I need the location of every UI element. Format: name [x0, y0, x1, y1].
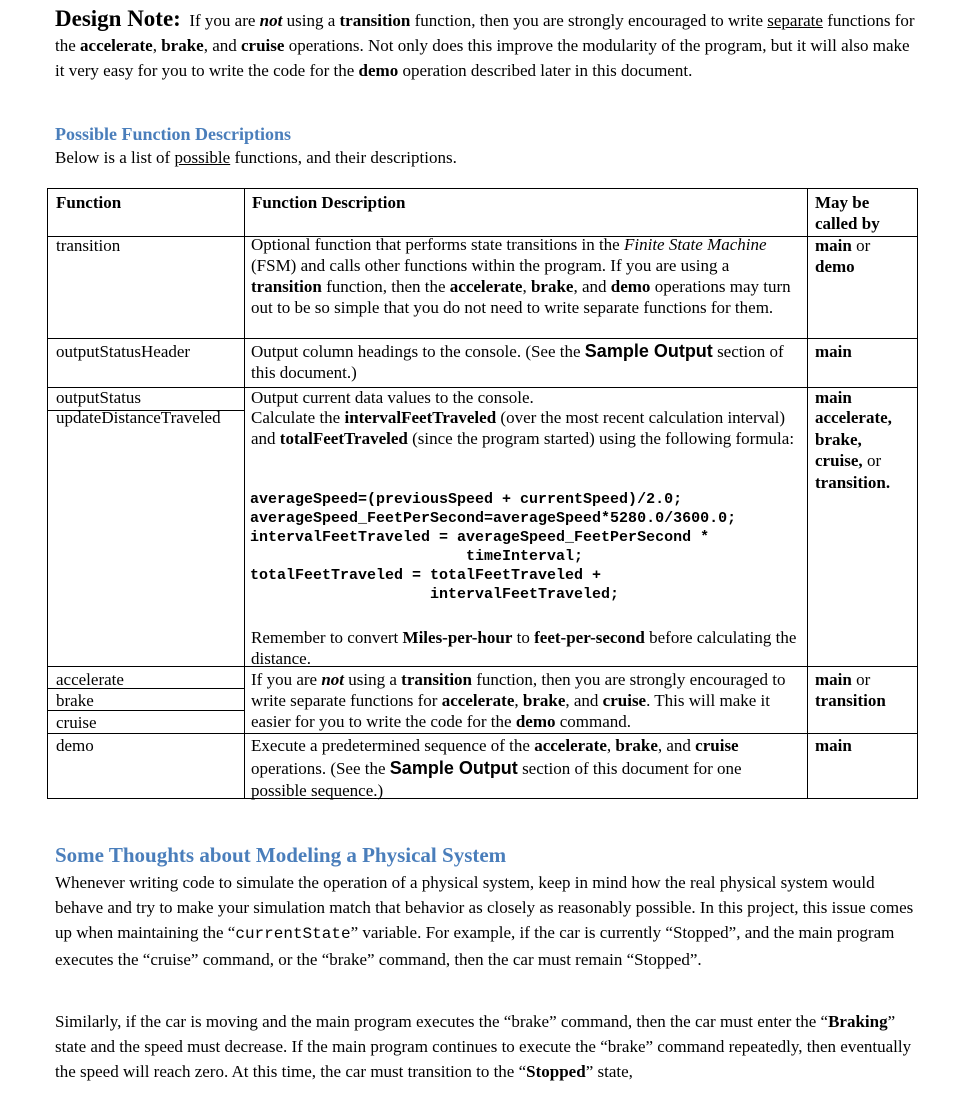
function-name-transition: transition — [56, 236, 121, 255]
description-text: (FSM) and calls other functions within the program. If you are using a — [251, 256, 730, 275]
state-stopped: Stopped — [526, 1062, 586, 1081]
emphasis-not: not — [321, 670, 345, 689]
keyword-brake: brake — [161, 36, 204, 55]
keyword-fps: feet-per-second — [534, 628, 645, 647]
header-function: Function — [56, 193, 122, 212]
code-line: intervalFeetTraveled = averageSpeed_FeetPerSecond * — [250, 529, 710, 546]
called-by-demo: main — [815, 736, 852, 755]
description-text: Remember to convert — [251, 628, 403, 647]
design-note-text: operation described later in this document. — [398, 61, 693, 80]
keyword-brake: brake — [615, 736, 658, 755]
design-note-text: using a — [282, 11, 340, 30]
code-line: timeInterval; — [250, 548, 584, 565]
caller-brake: brake, — [815, 429, 862, 449]
function-name-brake: brake — [56, 691, 94, 710]
description-text: operations. (See the — [251, 759, 390, 778]
description-text: . This will make it easier for you to write the code for the — [251, 691, 770, 731]
keyword-mph: Miles-per-hour — [402, 628, 513, 647]
header-called-by — [815, 192, 911, 234]
keyword-accelerate: accelerate — [534, 736, 607, 755]
description-text: function, then you are strongly encouraged to write separate functions for — [251, 670, 786, 710]
design-note-text: function, then you are strongly encouraged to write — [410, 11, 768, 30]
underlined-possible: possible — [174, 148, 231, 167]
paragraph-text: Whenever writing code to simulate the operation of a physical system, keep in mind how the real physical system would behave and try to make your simulation match that behavior as closely as reasonably possible. In this project, this issue comes up when maintaining the “ — [55, 873, 914, 942]
caller-demo: demo — [815, 257, 855, 276]
description-text: before calculating the distance. — [251, 628, 797, 668]
thoughts-paragraph-2 — [55, 1009, 915, 1084]
description-text: , — [514, 691, 523, 710]
description-demo — [251, 735, 799, 802]
keyword-cruise: cruise — [695, 736, 739, 755]
caller-or: or — [851, 670, 871, 689]
description-text: Execute a predetermined sequence of the — [251, 736, 535, 755]
intro-text: functions, and their descriptions. — [230, 148, 457, 167]
keyword-accelerate: accelerate — [80, 36, 153, 55]
code-line: totalFeetTraveled = totalFeetTraveled + — [250, 567, 602, 584]
paragraph-text: ” variable. For example, if the car is currently “Stopped”, and the main program executes the “cruise” command, or the “brake” command, then the car must remain “Stopped”. — [55, 923, 895, 969]
keyword-cruise: cruise — [241, 36, 285, 55]
keyword-transition: transition — [251, 277, 322, 296]
description-text: section of this document for one possible sequence.) — [251, 759, 742, 800]
paragraph-text: Similarly, if the car is moving and the main program executes the “brake” command, then the car must enter the “ — [55, 1012, 829, 1031]
description-transition — [251, 234, 799, 318]
thoughts-heading: Some Thoughts about Modeling a Physical System — [55, 843, 507, 867]
paragraph-text: ” state, — [585, 1062, 633, 1081]
description-output-status: Output current data values to the console. — [251, 388, 534, 407]
design-note-text: , and — [203, 36, 241, 55]
function-name-output-status: outputStatus — [56, 388, 142, 407]
keyword-brake: brake — [522, 691, 566, 710]
keyword-demo: demo — [515, 712, 556, 731]
sample-output-reference: Sample Output — [584, 341, 713, 361]
keyword-cruise: cruise — [602, 691, 647, 710]
called-by-output-status-header: main — [815, 342, 852, 361]
keyword-transition: transition — [339, 11, 411, 30]
description-text: to — [512, 628, 535, 647]
caller-or: or — [851, 236, 871, 255]
design-note — [55, 6, 915, 83]
thoughts-paragraph-1 — [55, 870, 915, 972]
description-text: , — [522, 277, 531, 296]
caller-main: main — [815, 236, 852, 255]
table-intro — [55, 148, 457, 168]
called-by-transition — [815, 235, 913, 277]
description-text: function, then the — [321, 277, 450, 296]
function-table — [47, 188, 918, 799]
function-name-cruise: cruise — [56, 713, 97, 732]
description-text: , — [606, 736, 616, 755]
sample-output-reference: Sample Output — [389, 758, 518, 778]
formula-code-block — [250, 490, 736, 604]
possible-functions-heading: Possible Function Descriptions — [55, 124, 292, 144]
code-line: intervalFeetTraveled; — [250, 586, 620, 603]
design-note-text: If you are — [189, 11, 260, 30]
description-text: command. — [555, 712, 632, 731]
header-called-by-line2: called by — [815, 214, 880, 233]
design-note-text: functions for the — [55, 11, 915, 55]
paragraph-text: ” state and the speed must decrease. If the main program continues to execute the “brake” command repeatedly, then eventually the speed will reach zero. At this time, the car must transition to the “ — [55, 1012, 912, 1081]
caller-main: main — [815, 670, 852, 689]
header-called-by-line1: May be — [815, 193, 870, 212]
description-text: , and — [565, 691, 603, 710]
keyword-accelerate: accelerate — [449, 277, 523, 296]
description-text: operations may turn out to be so simple that you do not need to write separate functions for them. — [251, 277, 791, 317]
emphasis-not: not — [259, 11, 283, 30]
description-text: section of this document.) — [251, 342, 784, 382]
description-text: (since the program started) using the following formula: — [407, 429, 795, 448]
description-update-distance — [251, 407, 799, 449]
description-output-status-header — [251, 341, 799, 383]
keyword-demo: demo — [358, 61, 399, 80]
description-text: Calculate the — [251, 408, 345, 427]
state-braking: Braking — [828, 1012, 888, 1031]
caller-transition: transition. — [815, 472, 891, 492]
function-name-accelerate: accelerate — [56, 670, 124, 689]
description-text: , and — [657, 736, 696, 755]
design-note-label: Design Note: — [55, 6, 181, 31]
underlined-separate: separate — [767, 11, 823, 30]
description-text: Output column headings to the console. (See the — [251, 342, 585, 361]
description-text: using a — [344, 670, 402, 689]
italic-fsm: Finite State Machine — [623, 235, 767, 254]
description-text: (over the most recent calculation interval) and — [251, 408, 786, 448]
design-note-text: operations. Not only does this improve the modularity of the program, but it will also make it very easy for you to write the code for the — [55, 36, 910, 80]
description-operations — [251, 669, 799, 732]
conversion-reminder — [251, 627, 799, 669]
function-name-update-distance: updateDistanceTraveled — [56, 408, 221, 427]
called-by-update-distance — [815, 407, 892, 493]
description-text: , and — [573, 277, 611, 296]
description-text: Optional function that performs state transitions in the — [251, 235, 624, 254]
keyword-interval-feet: intervalFeetTraveled — [344, 408, 497, 427]
code-current-state: currentState — [235, 925, 351, 943]
intro-text: Below is a list of — [55, 148, 175, 167]
code-line: averageSpeed=(previousSpeed + currentSpeed)/2.0; — [250, 491, 683, 508]
function-name-demo: demo — [56, 736, 94, 755]
called-by-output-status: main — [815, 388, 852, 407]
function-name-output-status-header: outputStatusHeader — [56, 342, 191, 361]
called-by-operations — [815, 669, 913, 711]
keyword-total-feet: totalFeetTraveled — [279, 429, 408, 448]
header-description: Function Description — [252, 193, 406, 212]
caller-accelerate: accelerate, — [815, 408, 892, 427]
design-note-text: , — [152, 36, 162, 55]
keyword-transition: transition — [401, 670, 472, 689]
keyword-accelerate: accelerate — [441, 691, 515, 710]
caller-or: or — [862, 451, 882, 470]
keyword-brake: brake — [530, 277, 574, 296]
code-line: averageSpeed_FeetPerSecond=averageSpeed*5280.0/3600.0; — [250, 510, 737, 527]
keyword-demo: demo — [610, 277, 651, 296]
description-text: If you are — [251, 670, 322, 689]
caller-transition: transition — [815, 691, 886, 710]
caller-cruise: cruise, — [815, 451, 863, 470]
